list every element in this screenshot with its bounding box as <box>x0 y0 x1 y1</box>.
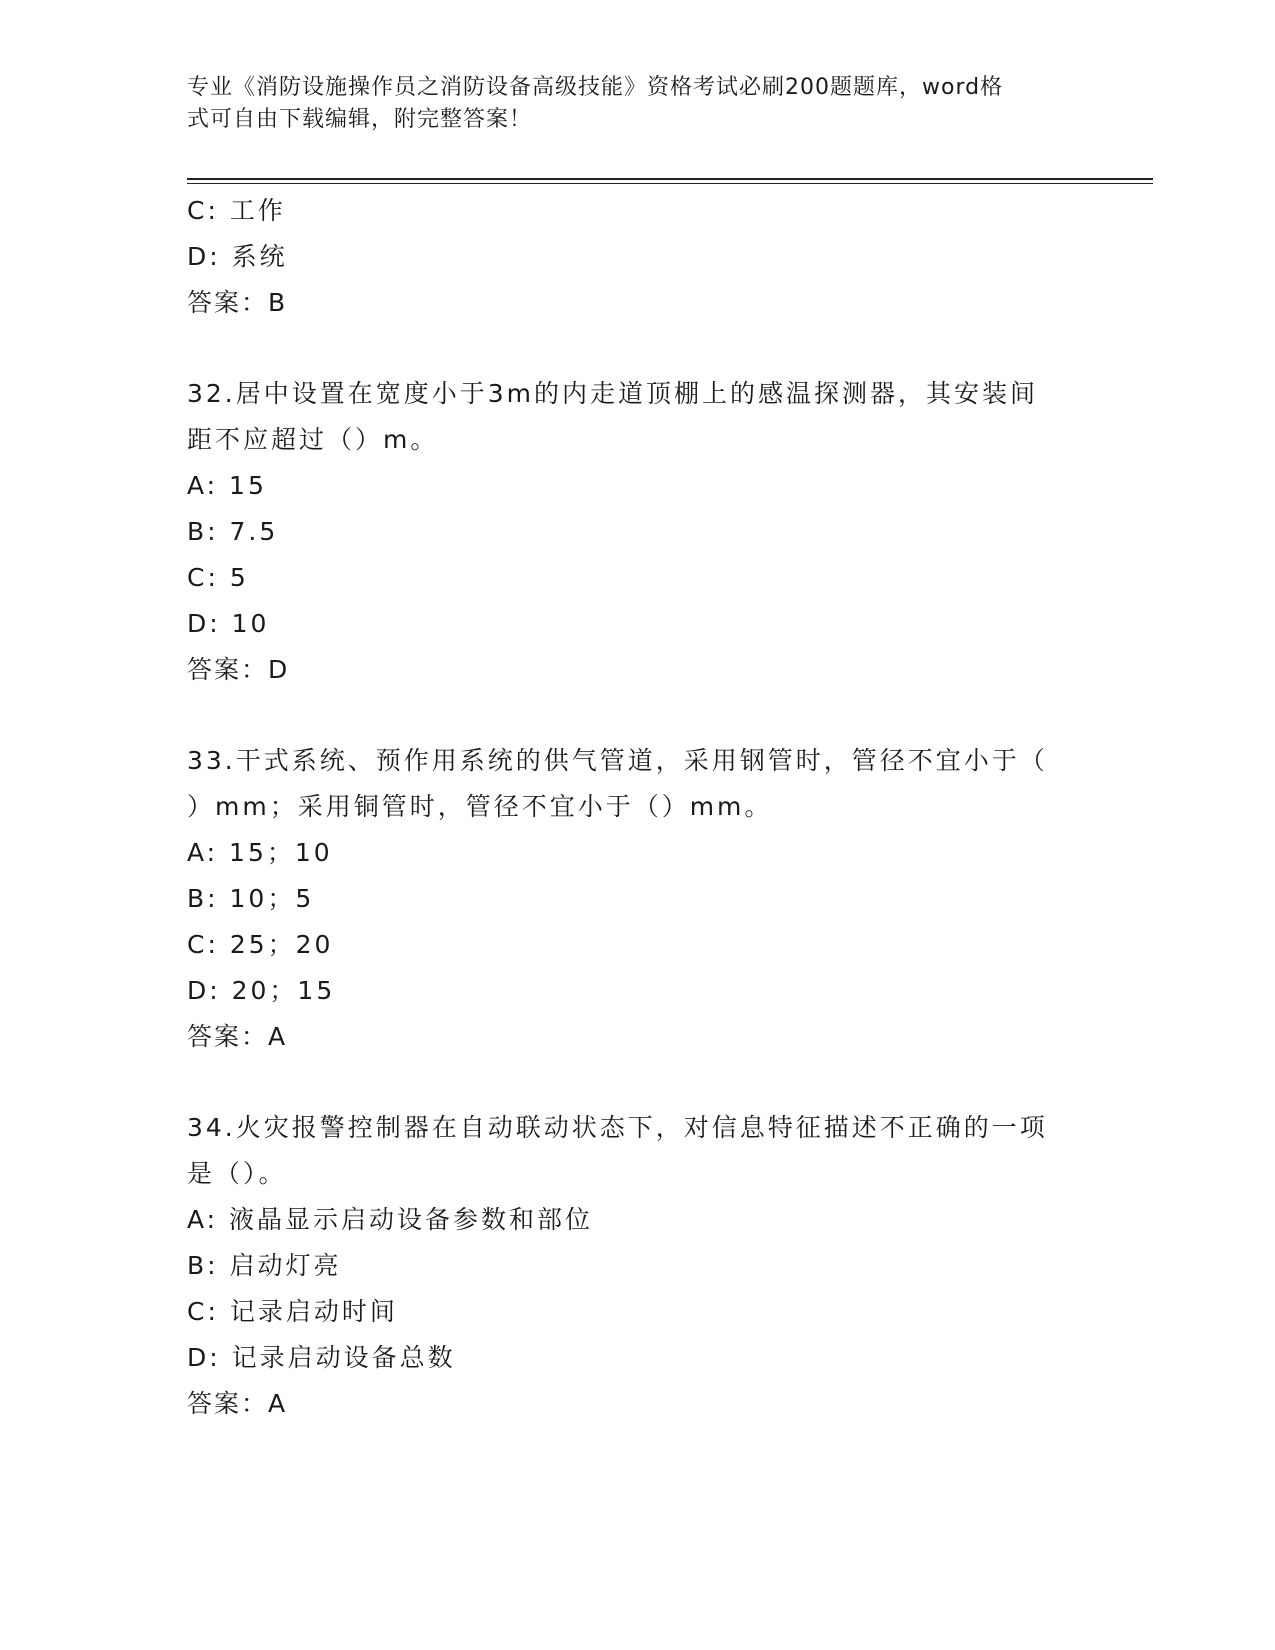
option-c: C: 5 <box>187 563 249 592</box>
question-block-34 <box>187 1105 1087 1427</box>
option-a: A: 15 <box>187 471 267 500</box>
option-c: C: 25；20 <box>187 930 334 959</box>
option-c: C: 记录启动时间 <box>187 1297 398 1326</box>
header-line-2: 式可自由下载编辑，附完整答案！ <box>187 107 533 132</box>
option-d: D: 20；15 <box>187 976 336 1005</box>
answer-line: 答案：B <box>187 288 288 317</box>
question-text-line-2: 距不应超过（）m。 <box>187 425 439 454</box>
question-block-31 <box>187 188 1087 326</box>
question-text-line-1: 32.居中设置在宽度小于3m的内走道顶棚上的感温探测器，其安装间 <box>187 379 1039 408</box>
option-b: B: 7.5 <box>187 517 279 546</box>
question-block-32 <box>187 371 1087 693</box>
question-text-line-1: 33.干式系统、预作用系统的供气管道，采用钢管时，管径不宜小于（ <box>187 746 1048 775</box>
option-a: A: 液晶显示启动设备参数和部位 <box>187 1205 594 1234</box>
option-b: B: 启动灯亮 <box>187 1251 342 1280</box>
option-b: B: 10；5 <box>187 884 315 913</box>
answer-line: 答案：A <box>187 1389 288 1418</box>
option-c: C: 工作 <box>187 196 286 225</box>
question-text-line-1: 34.火灾报警控制器在自动联动状态下，对信息特征描述不正确的一项 <box>187 1113 1048 1142</box>
question-text-line-2: ）mm；采用铜管时，管径不宜小于（）mm。 <box>187 792 773 821</box>
answer-line: 答案：D <box>187 655 290 684</box>
question-block-33 <box>187 738 1087 1060</box>
option-d: D: 系统 <box>187 242 288 271</box>
document-header <box>187 72 1067 136</box>
answer-line: 答案：A <box>187 1022 288 1051</box>
header-divider-thin <box>187 183 1153 184</box>
option-a: A: 15；10 <box>187 838 333 867</box>
header-divider-thick <box>187 178 1153 180</box>
question-text-line-2: 是（）。 <box>187 1159 287 1188</box>
question-list <box>187 188 1087 1427</box>
header-line-1: 专业《消防设施操作员之消防设备高级技能》资格考试必刷200题题库，word格 <box>187 75 1004 100</box>
option-d: D: 10 <box>187 609 270 638</box>
option-d: D: 记录启动设备总数 <box>187 1343 456 1372</box>
